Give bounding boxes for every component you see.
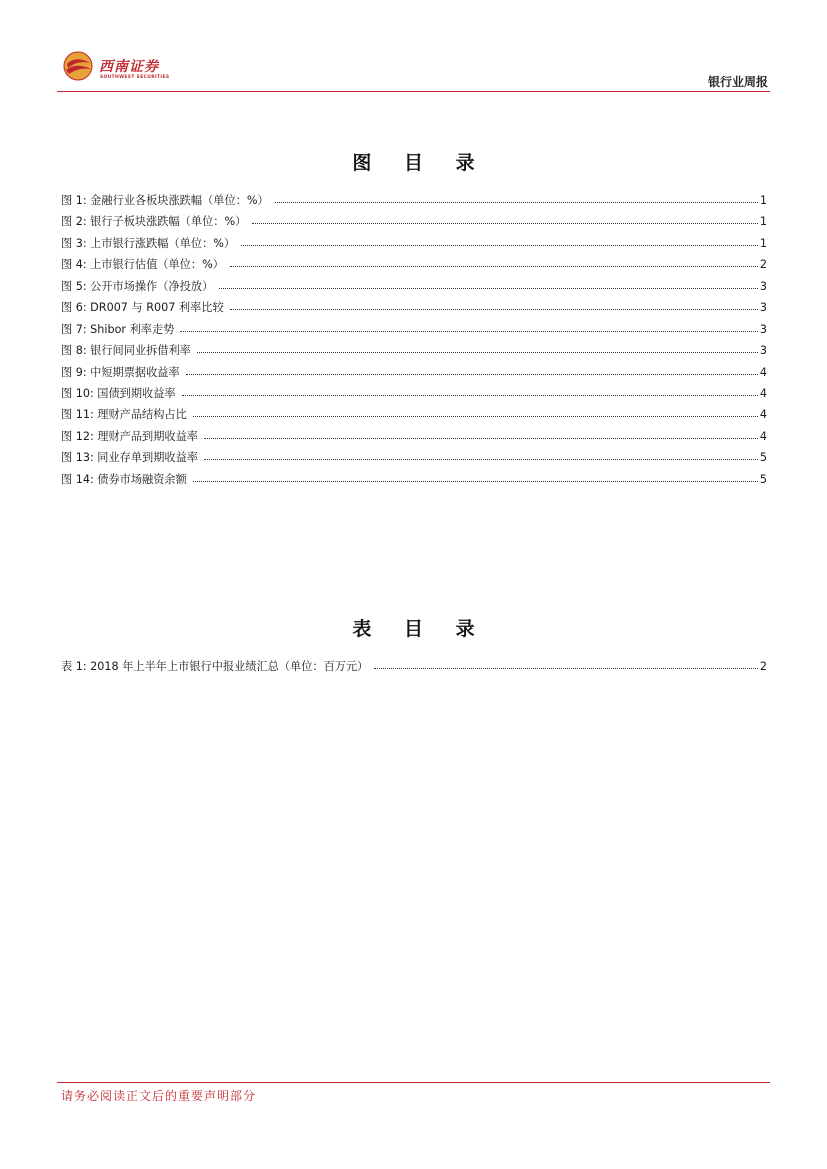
toc-dot-leader xyxy=(197,351,758,353)
southwest-securities-logo-icon xyxy=(63,51,93,81)
report-type-label: 银行业周报 xyxy=(707,75,768,89)
figure-toc-entry[interactable] xyxy=(61,342,767,363)
toc-dot-leader xyxy=(182,394,758,396)
disclaimer-note: 请务必阅读正文后的重要声明部分 xyxy=(61,1089,257,1103)
toc-entry-label: 图 14: 债券市场融资余额 xyxy=(61,472,187,486)
logo-chinese-name: 西南证券 xyxy=(99,59,159,75)
toc-entry-label: 图 7: Shibor 利率走势 xyxy=(61,322,175,336)
toc-entry-page-number: 3 xyxy=(759,344,767,358)
tables-toc-title: 表 目 录 xyxy=(352,618,488,640)
figure-toc-entry[interactable] xyxy=(61,278,767,299)
toc-dot-leader xyxy=(204,437,758,439)
toc-dot-leader xyxy=(230,265,758,267)
toc-dot-leader xyxy=(180,330,758,332)
table-toc-entry[interactable] xyxy=(61,658,767,679)
toc-entry-page-number: 3 xyxy=(759,279,767,293)
toc-dot-leader xyxy=(252,222,758,224)
page-header xyxy=(57,48,770,92)
figures-toc-list xyxy=(61,192,767,492)
toc-dot-leader xyxy=(193,480,758,482)
toc-entry-label: 图 11: 理财产品结构占比 xyxy=(61,408,187,422)
toc-entry-label: 图 13: 同业存单到期收益率 xyxy=(61,451,198,465)
toc-dot-leader xyxy=(193,415,758,417)
logo-english-name: SOUTHWEST SECURITIES xyxy=(100,75,170,80)
toc-entry-label: 图 8: 银行间同业拆借利率 xyxy=(61,344,191,358)
toc-entry-label: 图 10: 国债到期收益率 xyxy=(61,386,176,400)
toc-entry-page-number: 4 xyxy=(759,429,767,443)
toc-entry-page-number: 2 xyxy=(759,660,767,673)
toc-entry-page-number: 5 xyxy=(759,472,767,486)
toc-entry-page-number: 5 xyxy=(759,451,767,465)
toc-entry-label: 图 6: DR007 与 R007 利率比较 xyxy=(61,301,224,315)
tables-toc-list xyxy=(61,658,767,679)
toc-dot-leader xyxy=(204,458,758,460)
footer-divider xyxy=(57,1082,770,1083)
figure-toc-entry[interactable] xyxy=(61,192,767,213)
figure-toc-entry[interactable] xyxy=(61,235,767,256)
toc-entry-page-number: 1 xyxy=(759,194,767,207)
figure-toc-entry[interactable] xyxy=(61,428,767,449)
toc-dot-leader xyxy=(219,287,758,289)
toc-entry-page-number: 4 xyxy=(759,386,767,400)
toc-entry-page-number: 3 xyxy=(759,322,767,336)
toc-entry-page-number: 4 xyxy=(759,408,767,422)
toc-entry-page-number: 1 xyxy=(759,236,767,250)
toc-entry-page-number: 3 xyxy=(759,301,767,315)
figure-toc-entry[interactable] xyxy=(61,449,767,470)
header-divider xyxy=(57,91,770,92)
toc-dot-leader xyxy=(374,667,758,669)
toc-entry-page-number: 4 xyxy=(759,365,767,379)
toc-dot-leader xyxy=(186,373,758,375)
toc-entry-label: 图 1: 金融行业各板块涨跌幅（单位：%） xyxy=(61,194,269,207)
toc-dot-leader xyxy=(241,244,758,246)
toc-entry-label: 图 12: 理财产品到期收益率 xyxy=(61,429,198,443)
figure-toc-entry[interactable] xyxy=(61,321,767,342)
toc-entry-label: 表 1: 2018 年上半年上市银行中报业绩汇总（单位：百万元） xyxy=(61,660,369,673)
figure-toc-entry[interactable] xyxy=(61,256,767,277)
toc-entry-page-number: 2 xyxy=(759,258,767,272)
figure-toc-entry[interactable] xyxy=(61,364,767,385)
figure-toc-entry[interactable] xyxy=(61,213,767,234)
toc-entry-label: 图 5: 公开市场操作（净投放） xyxy=(61,279,214,293)
figure-toc-entry[interactable] xyxy=(61,471,767,492)
figure-toc-entry[interactable] xyxy=(61,299,767,320)
toc-dot-leader xyxy=(230,308,758,310)
toc-dot-leader xyxy=(275,201,758,203)
toc-entry-page-number: 1 xyxy=(759,215,767,229)
toc-entry-label: 图 4: 上市银行估值（单位：%） xyxy=(61,258,224,272)
figure-toc-entry[interactable] xyxy=(61,406,767,427)
toc-entry-label: 图 3: 上市银行涨跌幅（单位：%） xyxy=(61,236,236,250)
figures-toc-title: 图 目 录 xyxy=(352,152,488,174)
toc-entry-label: 图 9: 中短期票据收益率 xyxy=(61,365,180,379)
figure-toc-entry[interactable] xyxy=(61,385,767,406)
toc-entry-label: 图 2: 银行子板块涨跌幅（单位：%） xyxy=(61,215,247,229)
